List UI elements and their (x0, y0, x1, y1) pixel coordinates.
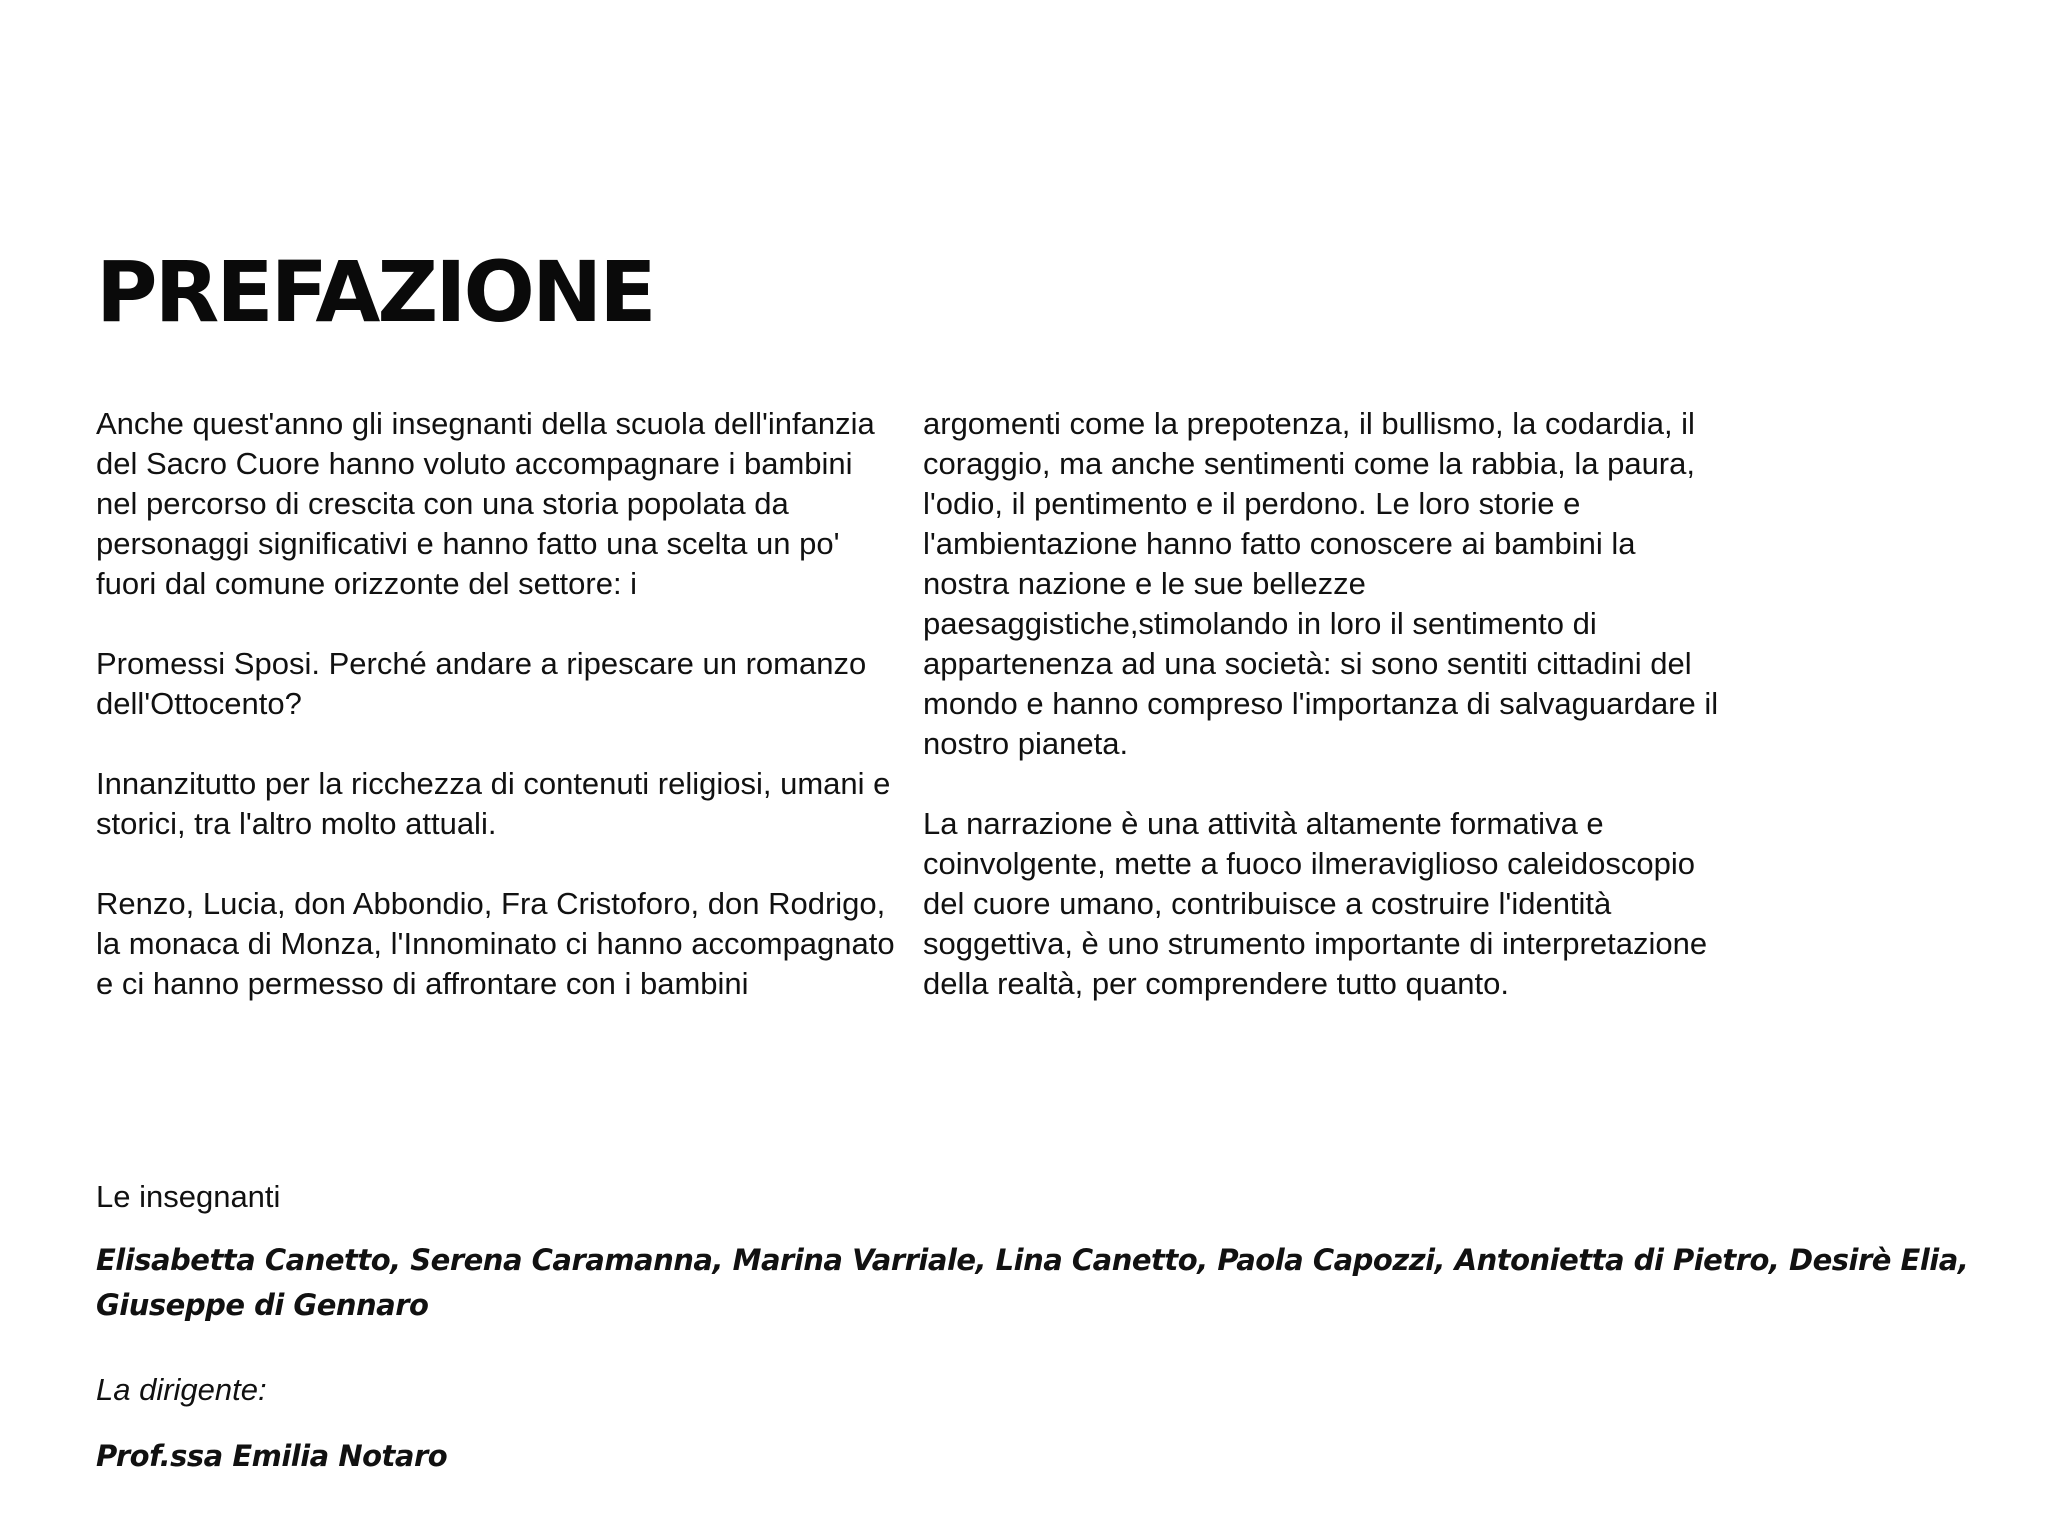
teachers-names: Elisabetta Canetto, Serena Caramanna, Marina Varriale, Lina Canetto, Paola Capozzi, Antonietta di Pietro, Desirè Elia, Giuseppe di Gennaro (96, 1243, 1969, 1322)
paragraph: Innanzitutto per la ricchezza di contenuti religiosi, umani e storici, tra l'altro molto attuali. (96, 766, 891, 841)
left-column (96, 404, 896, 1004)
right-column (923, 404, 1723, 1004)
director-name: Prof.ssa Emilia Notaro (96, 1439, 448, 1473)
paragraph: Anche quest'anno gli insegnanti della scuola dell'infanzia del Sacro Cuore hanno voluto accompagnare i bambini nel percorso di crescita con una storia popolata da personaggi significativi e hanno fatto una scelta un po' fuori dal comune orizzonte del settore: i (96, 406, 875, 601)
page-title: PREFAZIONE (96, 243, 654, 341)
teachers-label: Le insegnanti (96, 1179, 281, 1214)
director-label: La dirigente: (96, 1372, 267, 1407)
paragraph: Promessi Sposi. Perché andare a ripescare un romanzo dell'Ottocento? (96, 646, 867, 721)
paragraph: Renzo, Lucia, don Abbondio, Fra Cristoforo, don Rodrigo, la monaca di Monza, l'Innominato ci hanno accompagnato e ci hanno permesso di affrontare con i bambini (96, 886, 895, 1001)
paragraph: La narrazione è una attività altamente formativa e coinvolgente, mette a fuoco ilmeraviglioso caleidoscopio del cuore umano, contribuisce a costruire l'identità soggettiva, è uno strumento importante di interpretazione della realtà, per comprendere tutto quanto. (923, 806, 1708, 1001)
paragraph: argomenti come la prepotenza, il bullismo, la codardia, il coraggio, ma anche sentimenti come la rabbia, la paura, l'odio, il pentimento e il perdono. Le loro storie e l'ambientazione hanno fatto conoscere ai bambini la nostra nazione e le sue bellezze paesaggistiche,stimolando in loro il sentimento di appartenenza ad una società: si sono sentiti cittadini del mondo e hanno compreso l'importanza di salvaguardare il nostro pianeta. (923, 406, 1719, 761)
